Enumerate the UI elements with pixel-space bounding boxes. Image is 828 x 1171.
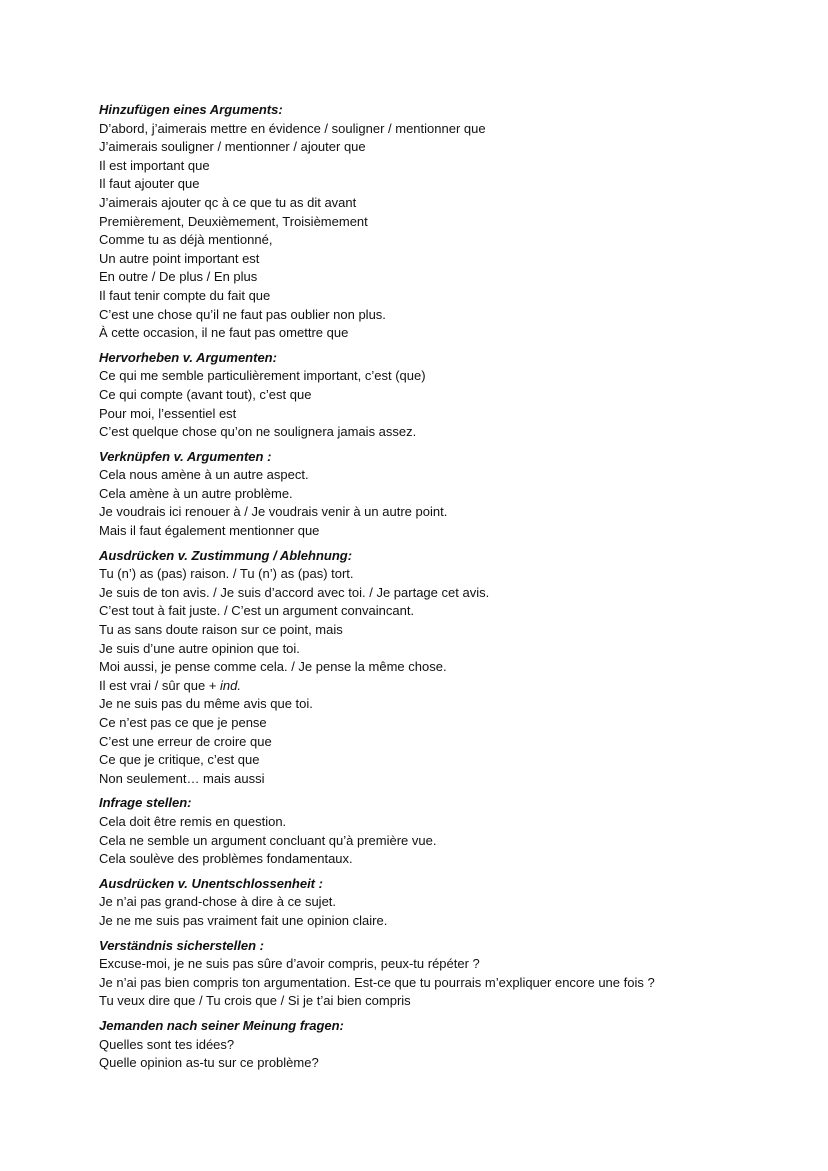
- phrase-line: Comme tu as déjà mentionné,: [99, 232, 273, 248]
- section-heading: Hinzufügen eines Arguments:: [99, 102, 283, 117]
- phrase-line: Je n’ai pas grand-chose à dire à ce sujet.: [99, 894, 337, 910]
- phrase-line: Cela nous amène à un autre aspect.: [99, 467, 309, 483]
- phrase-line: C’est tout à fait juste. / C’est un argument convaincant.: [99, 603, 415, 619]
- section-hinzufuegen: [99, 101, 799, 343]
- phrase-line: Ce n’est pas ce que je pense: [99, 715, 267, 730]
- phrase-line: D’abord, j’aimerais mettre en évidence / souligner / mentionner que: [99, 120, 486, 136]
- section-meinung-fragen: [99, 1017, 799, 1073]
- section-heading: Jemanden nach seiner Meinung fragen:: [99, 1017, 344, 1033]
- phrase-line: Cela soulève des problèmes fondamentaux.: [99, 851, 353, 867]
- section-heading: Ausdrücken v. Unentschlossenheit :: [99, 875, 323, 891]
- section-verstaendnis: [99, 937, 799, 1011]
- phrase-line: Premièrement, Deuxièmement, Troisièmement: [99, 213, 368, 229]
- phrase-line: Je ne me suis pas vraiment fait une opinion claire.: [99, 912, 388, 928]
- phrase-line: Moi aussi, je pense comme cela. / Je pense la même chose.: [99, 659, 447, 675]
- section-heading: Verknüpfen v. Argumenten :: [99, 448, 272, 464]
- section-unentschlossenheit: [99, 875, 799, 931]
- phrase-line: En outre / De plus / En plus: [99, 269, 258, 285]
- phrase-line: À cette occasion, il ne faut pas omettre que: [99, 325, 349, 341]
- italic-suffix: ind.: [220, 677, 241, 693]
- section-hervorheben: [99, 349, 799, 442]
- phrase-line: Cela doit être remis en question.: [99, 813, 287, 829]
- phrase-line: Ce qui compte (avant tout), c’est que: [99, 386, 312, 402]
- phrase-text: Il est vrai / sûr que +: [99, 677, 221, 693]
- phrase-line: Ce que je critique, c’est que: [99, 752, 260, 768]
- phrase-line: J’aimerais ajouter qc à ce que tu as dit avant: [99, 194, 357, 210]
- phrase-line: Je suis de ton avis. / Je suis d’accord avec toi. / Je partage cet avis.: [99, 584, 490, 600]
- phrase-line: Ce qui me semble particulièrement important, c’est (que): [99, 368, 426, 384]
- phrase-line: Excuse-moi, je ne suis pas sûre d’avoir compris, peux-tu répéter ?: [99, 956, 480, 972]
- phrase-line: Un autre point important est: [99, 250, 260, 266]
- phrase-line: Il faut tenir compte du fait que: [99, 287, 271, 303]
- section-heading: Ausdrücken v. Zustimmung / Ablehnung:: [99, 547, 353, 563]
- phrase-line: Quelles sont tes idées?: [99, 1036, 235, 1052]
- phrase-line: Tu as sans doute raison sur ce point, mais: [99, 622, 343, 638]
- section-infrage-stellen: [99, 794, 799, 868]
- phrase-line: Tu (n’) as (pas) raison. / Tu (n’) as (pas) tort.: [99, 566, 354, 582]
- phrase-line: Pour moi, l’essentiel est: [99, 405, 237, 421]
- phrase-line: Quelle opinion as-tu sur ce problème?: [99, 1055, 319, 1071]
- phrase-line: Il faut ajouter que: [99, 176, 200, 192]
- phrase-line: Cela amène à un autre problème.: [99, 485, 293, 501]
- phrase-line: Cela ne semble un argument concluant qu’à première vue.: [99, 832, 437, 848]
- section-heading: Hervorheben v. Argumenten:: [99, 349, 277, 365]
- section-verknuepfen: [99, 448, 799, 541]
- phrase-line: J’aimerais souligner / mentionner / ajouter que: [99, 139, 366, 155]
- phrase-line: Je voudrais ici renouer à / Je voudrais venir à un autre point.: [99, 504, 448, 520]
- section-heading: Verständnis sicherstellen :: [99, 937, 264, 953]
- phrase-line: Je ne suis pas du même avis que toi.: [99, 696, 313, 712]
- phrase-line: C’est une erreur de croire que: [99, 733, 272, 749]
- phrase-line: Il est important que: [99, 157, 210, 173]
- phrase-line: Mais il faut également mentionner que: [99, 523, 320, 539]
- phrase-line: C’est quelque chose qu’on ne soulignera jamais assez.: [99, 424, 417, 440]
- section-zustimmung-ablehnung: [99, 547, 799, 789]
- phrase-line: Je n’ai pas bien compris ton argumentation. Est-ce que tu pourrais m’expliquer encore une fois ?: [99, 974, 655, 990]
- document-page: [99, 101, 799, 1079]
- phrase-line: Non seulement… mais aussi: [99, 770, 265, 786]
- phrase-line: Tu veux dire que / Tu crois que / Si je t’ai bien compris: [99, 993, 411, 1009]
- phrase-line-with-italic: [99, 677, 799, 696]
- phrase-line: Je suis d’une autre opinion que toi.: [99, 640, 300, 656]
- section-heading: Infrage stellen:: [99, 795, 192, 811]
- phrase-line: C’est une chose qu’il ne faut pas oublier non plus.: [99, 306, 386, 322]
